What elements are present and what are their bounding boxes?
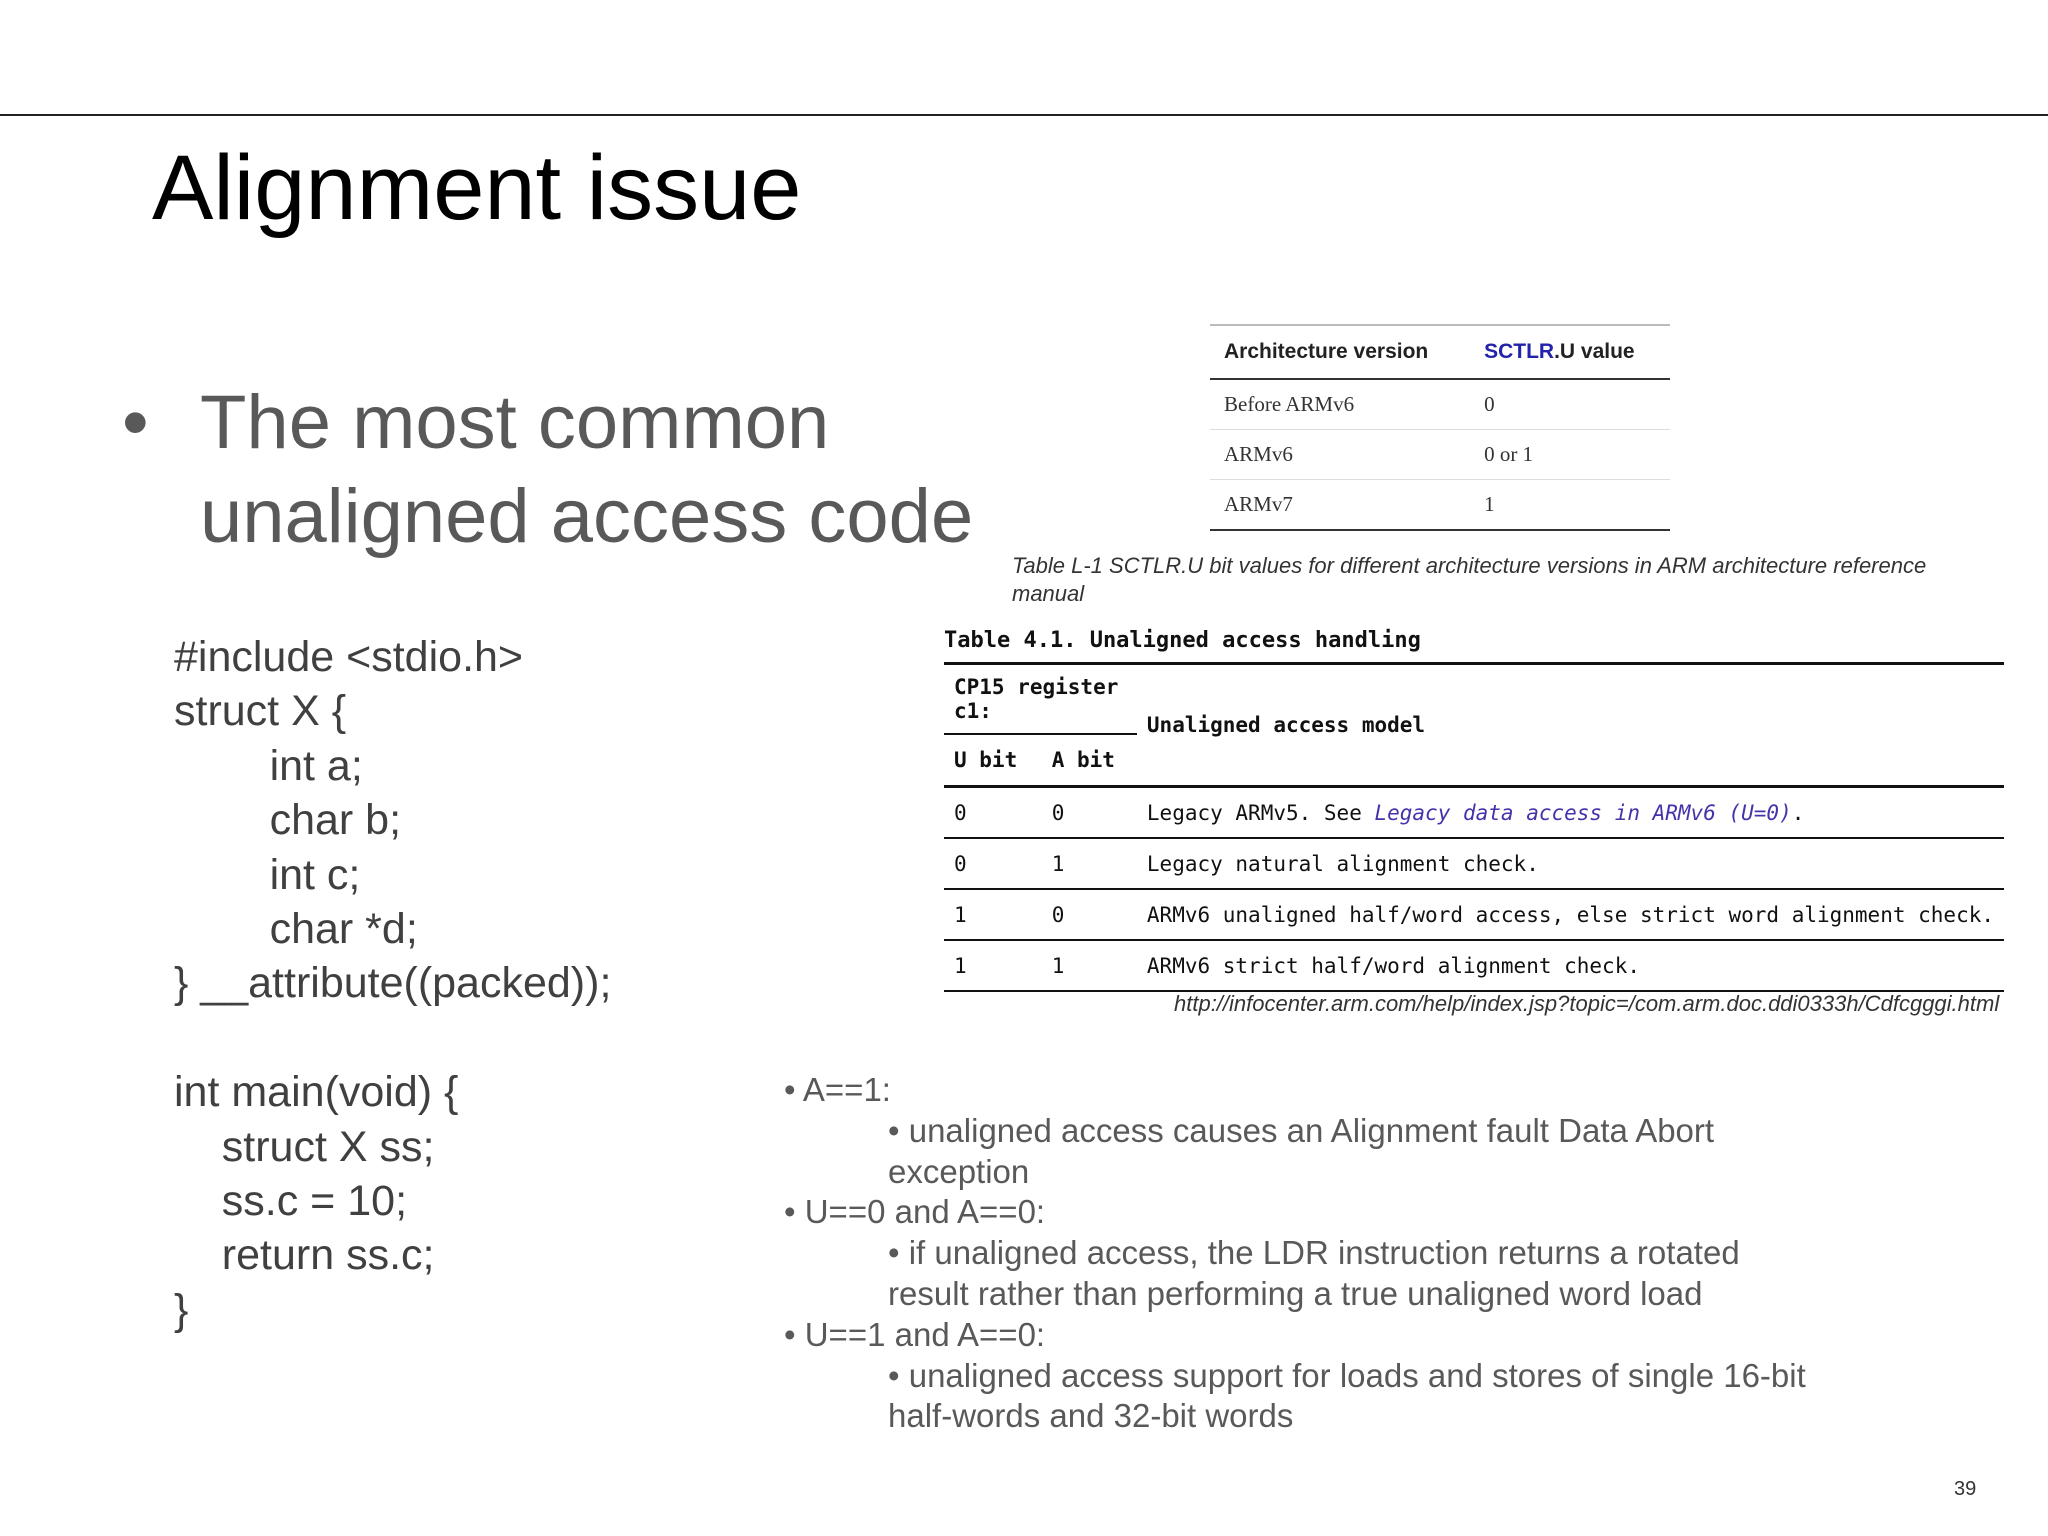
cell-model: ARMv6 unaligned half/word access, else strict word alignment check. [1137, 889, 2004, 940]
code-line: int main(void) { [174, 1068, 459, 1117]
cell-arch: ARMv7 [1210, 480, 1470, 531]
cell-u: 1 [944, 940, 1042, 991]
bullet-glyph: • [122, 380, 149, 465]
table-header-row [944, 664, 2004, 735]
cell-a: 0 [1042, 889, 1137, 940]
table-row [1210, 480, 1670, 531]
header-cp15: CP15 register c1: [944, 664, 1137, 735]
cell-u: 0 [944, 787, 1042, 839]
note-line: result rather than performing a true unaligned word load [888, 1274, 1703, 1312]
cell-u: 0 [944, 838, 1042, 889]
source-url: http://infocenter.arm.com/help/index.jsp?topic=/com.arm.doc.ddi0333h/Cdfcgggi.html [1174, 991, 2000, 1016]
code-line: } [174, 1285, 189, 1334]
cell-value: 0 [1470, 379, 1670, 430]
cell-a: 1 [1042, 940, 1137, 991]
bit-notes [784, 1070, 1806, 1437]
table-row [1210, 379, 1670, 430]
cell-model: ARMv6 strict half/word alignment check. [1137, 940, 2004, 991]
cell-value: 1 [1470, 480, 1670, 531]
note-line: half-words and 32-bit words [888, 1397, 1294, 1435]
note-line: • U==1 and A==0: [784, 1315, 1046, 1353]
code-line [174, 1011, 611, 1065]
code-line: int c; [174, 850, 361, 899]
table-row [944, 889, 2004, 940]
table-row [944, 787, 2004, 839]
header-u-bit: U bit [944, 734, 1042, 787]
bullet-line-1: The most common [200, 380, 830, 465]
header-sctlr [1470, 325, 1670, 379]
model-tail: . [1791, 800, 1805, 825]
sctlr-table [1210, 324, 1670, 531]
code-line: int a; [174, 741, 363, 790]
table-header-row [1210, 325, 1670, 379]
code-line: return ss.c; [174, 1231, 435, 1280]
code-line: char *d; [174, 904, 418, 953]
header-arch: Architecture version [1210, 325, 1470, 379]
code-line: char b; [174, 796, 402, 845]
sctlr-link[interactable]: SCTLR [1484, 340, 1555, 363]
note-line: • U==0 and A==0: [784, 1193, 1046, 1231]
table-41-title: Table 4.1. Unaligned access handling [944, 628, 1421, 653]
note-line: • unaligned access support for loads and stores of single 16-bit [888, 1356, 1806, 1394]
header-sctlr-rest: .U value [1554, 340, 1635, 363]
slide-title: Alignment issue [152, 137, 802, 239]
code-line: ss.c = 10; [174, 1176, 408, 1225]
cell-u: 1 [944, 889, 1042, 940]
table-row [1210, 430, 1670, 480]
table-row [944, 940, 2004, 991]
note-line: • A==1: [784, 1071, 891, 1108]
cell-model [1137, 787, 2004, 839]
code-line: } __attribute((packed)); [174, 959, 612, 1008]
unaligned-access-table [944, 662, 2004, 992]
page-number: 39 [1954, 1478, 1977, 1500]
bullet-line-2: unaligned access code [200, 474, 974, 559]
cell-value: 0 or 1 [1470, 430, 1670, 480]
code-line: #include <stdio.h> [174, 633, 524, 681]
legacy-data-access-link[interactable]: Legacy data access in ARMv6 (U=0) [1374, 800, 1792, 825]
cell-arch: ARMv6 [1210, 430, 1470, 480]
model-text: Legacy ARMv5. See [1146, 800, 1375, 825]
table-l1-caption: Table L-1 SCTLR.U bit values for different architecture versions in ARM architecture reference manual [1012, 553, 1927, 606]
note-line: • unaligned access causes an Alignment fault Data Abort [888, 1111, 1715, 1149]
code-line: struct X ss; [174, 1122, 435, 1171]
header-model: Unaligned access model [1137, 664, 2004, 787]
cell-arch: Before ARMv6 [1210, 379, 1470, 430]
header-a-bit: A bit [1042, 734, 1137, 787]
cell-a: 1 [1042, 838, 1137, 889]
code-line: struct X { [174, 687, 347, 736]
note-line: • if unaligned access, the LDR instruction returns a rotated [888, 1234, 1740, 1272]
cell-a: 0 [1042, 787, 1137, 839]
header-rule [0, 114, 2048, 116]
cell-model: Legacy natural alignment check. [1137, 838, 2004, 889]
table-row [944, 838, 2004, 889]
note-line: exception [888, 1152, 1030, 1190]
code-block [174, 630, 611, 1337]
